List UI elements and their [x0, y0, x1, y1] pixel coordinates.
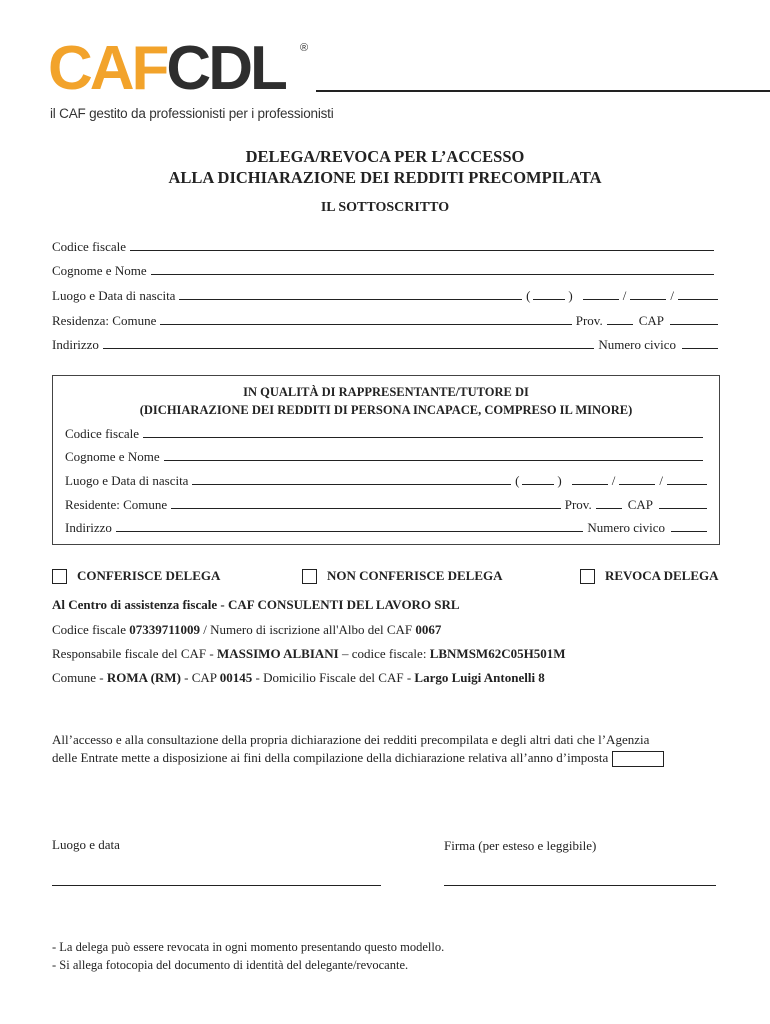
box-codice-fiscale-field[interactable]: Codice fiscale [65, 425, 707, 442]
residenza-field[interactable]: Residenza: Comune Prov. CAP [52, 312, 718, 329]
box-mese-blank[interactable] [619, 472, 655, 485]
giorno-blank[interactable] [583, 287, 619, 300]
box-numero-civico-blank[interactable] [671, 520, 707, 533]
box-prov-blank[interactable] [596, 496, 622, 509]
provincia-nascita-blank[interactable] [533, 287, 565, 300]
header-rule [316, 90, 770, 92]
prov-blank[interactable] [607, 312, 633, 325]
box-provincia-nascita-blank[interactable] [522, 472, 554, 485]
cap-blank[interactable] [670, 312, 718, 325]
anno-blank[interactable] [678, 287, 718, 300]
checkbox-square[interactable] [302, 569, 317, 584]
box-luogo-data-nascita-field[interactable]: Luogo e Data di nascita ( ) / / [65, 472, 707, 489]
subtitle-sottoscritto: IL SOTTOSCRITTO [320, 200, 450, 215]
non-conferisce-delega-checkbox[interactable]: NON CONFERISCE DELEGA [302, 568, 503, 584]
indirizzo-field[interactable]: Indirizzo Numero civico [52, 337, 718, 354]
consent-paragraph: All’accesso e alla consultazione della propria dichiarazione dei redditi precompilata e degli altri dati che l’Agenzia delle Entrate mette a disposizione ai fini della compilazione della dichiarazione relativa all’anno d’imposta [52, 731, 724, 767]
luogo-data-nascita-field[interactable]: Luogo e Data di nascita ( ) / / [52, 287, 718, 304]
revoca-delega-checkbox[interactable]: REVOCA DELEGA [580, 568, 719, 584]
box-indirizzo-field[interactable]: Indirizzo Numero civico [65, 520, 707, 537]
anno-imposta-input[interactable] [612, 751, 664, 767]
box-cognome-nome-field[interactable]: Cognome e Nome [65, 449, 707, 466]
firma-line[interactable] [444, 885, 716, 886]
caf-codice-fiscale: Codice fiscale 07339711009 / Numero di iscrizione all'Albo del CAF 0067 [52, 622, 442, 637]
luogo-data-line[interactable] [52, 885, 381, 886]
numero-civico-blank[interactable] [682, 337, 718, 350]
firma-label: Firma (per esteso e leggibile) [444, 838, 597, 853]
checkbox-square[interactable] [580, 569, 595, 584]
rappresentante-box [52, 375, 720, 545]
cognome-nome-field[interactable]: Cognome e Nome [52, 263, 718, 280]
box-giorno-blank[interactable] [572, 472, 608, 485]
box-residente-field[interactable]: Residente: Comune Prov. CAP [65, 496, 707, 513]
note-revoca: - La delega può essere revocata in ogni momento presentando questo modello. [52, 940, 445, 954]
box-title: IN QUALITÀ DI RAPPRESENTANTE/TUTORE DI (DICHIARAZIONE DEI REDDITI DI PERSONA INCAPACE, COMPRESO IL MINORE) [139, 385, 633, 417]
sottoscritto-fields [52, 238, 718, 353]
notes [52, 938, 444, 974]
registered-mark: ® [300, 42, 309, 54]
caf-domicilio: Comune - ROMA (RM) - CAP 00145 - Domicilio Fiscale del CAF - Largo Luigi Antonelli 8 [52, 670, 545, 685]
checkbox-square[interactable] [52, 569, 67, 584]
box-anno-blank[interactable] [667, 472, 707, 485]
codice-fiscale-field[interactable]: Codice fiscale [52, 238, 718, 255]
document-title: DELEGA/REVOCA PER L’ACCESSO ALLA DICHIARAZIONE DEI REDDITI PRECOMPILATA [168, 147, 602, 188]
conferisce-delega-checkbox[interactable]: CONFERISCE DELEGA [52, 568, 220, 584]
note-documento: - Si allega fotocopia del documento di identità del delegante/revocante. [52, 958, 409, 973]
box-cap-blank[interactable] [659, 496, 707, 509]
luogo-data-label: Luogo e data [52, 837, 120, 852]
caf-cdl-logo: CAFCDL [48, 34, 285, 103]
mese-blank[interactable] [630, 287, 666, 300]
caf-destinatario: Al Centro di assistenza fiscale - CAF CONSULENTI DEL LAVORO SRL [52, 597, 460, 612]
logo-tagline: il CAF gestito da professionisti per i professionisti [50, 106, 334, 121]
caf-responsabile: Responsabile fiscale del CAF - MASSIMO ALBIANI – codice fiscale: LBNMSM62C05H501M [52, 646, 566, 661]
